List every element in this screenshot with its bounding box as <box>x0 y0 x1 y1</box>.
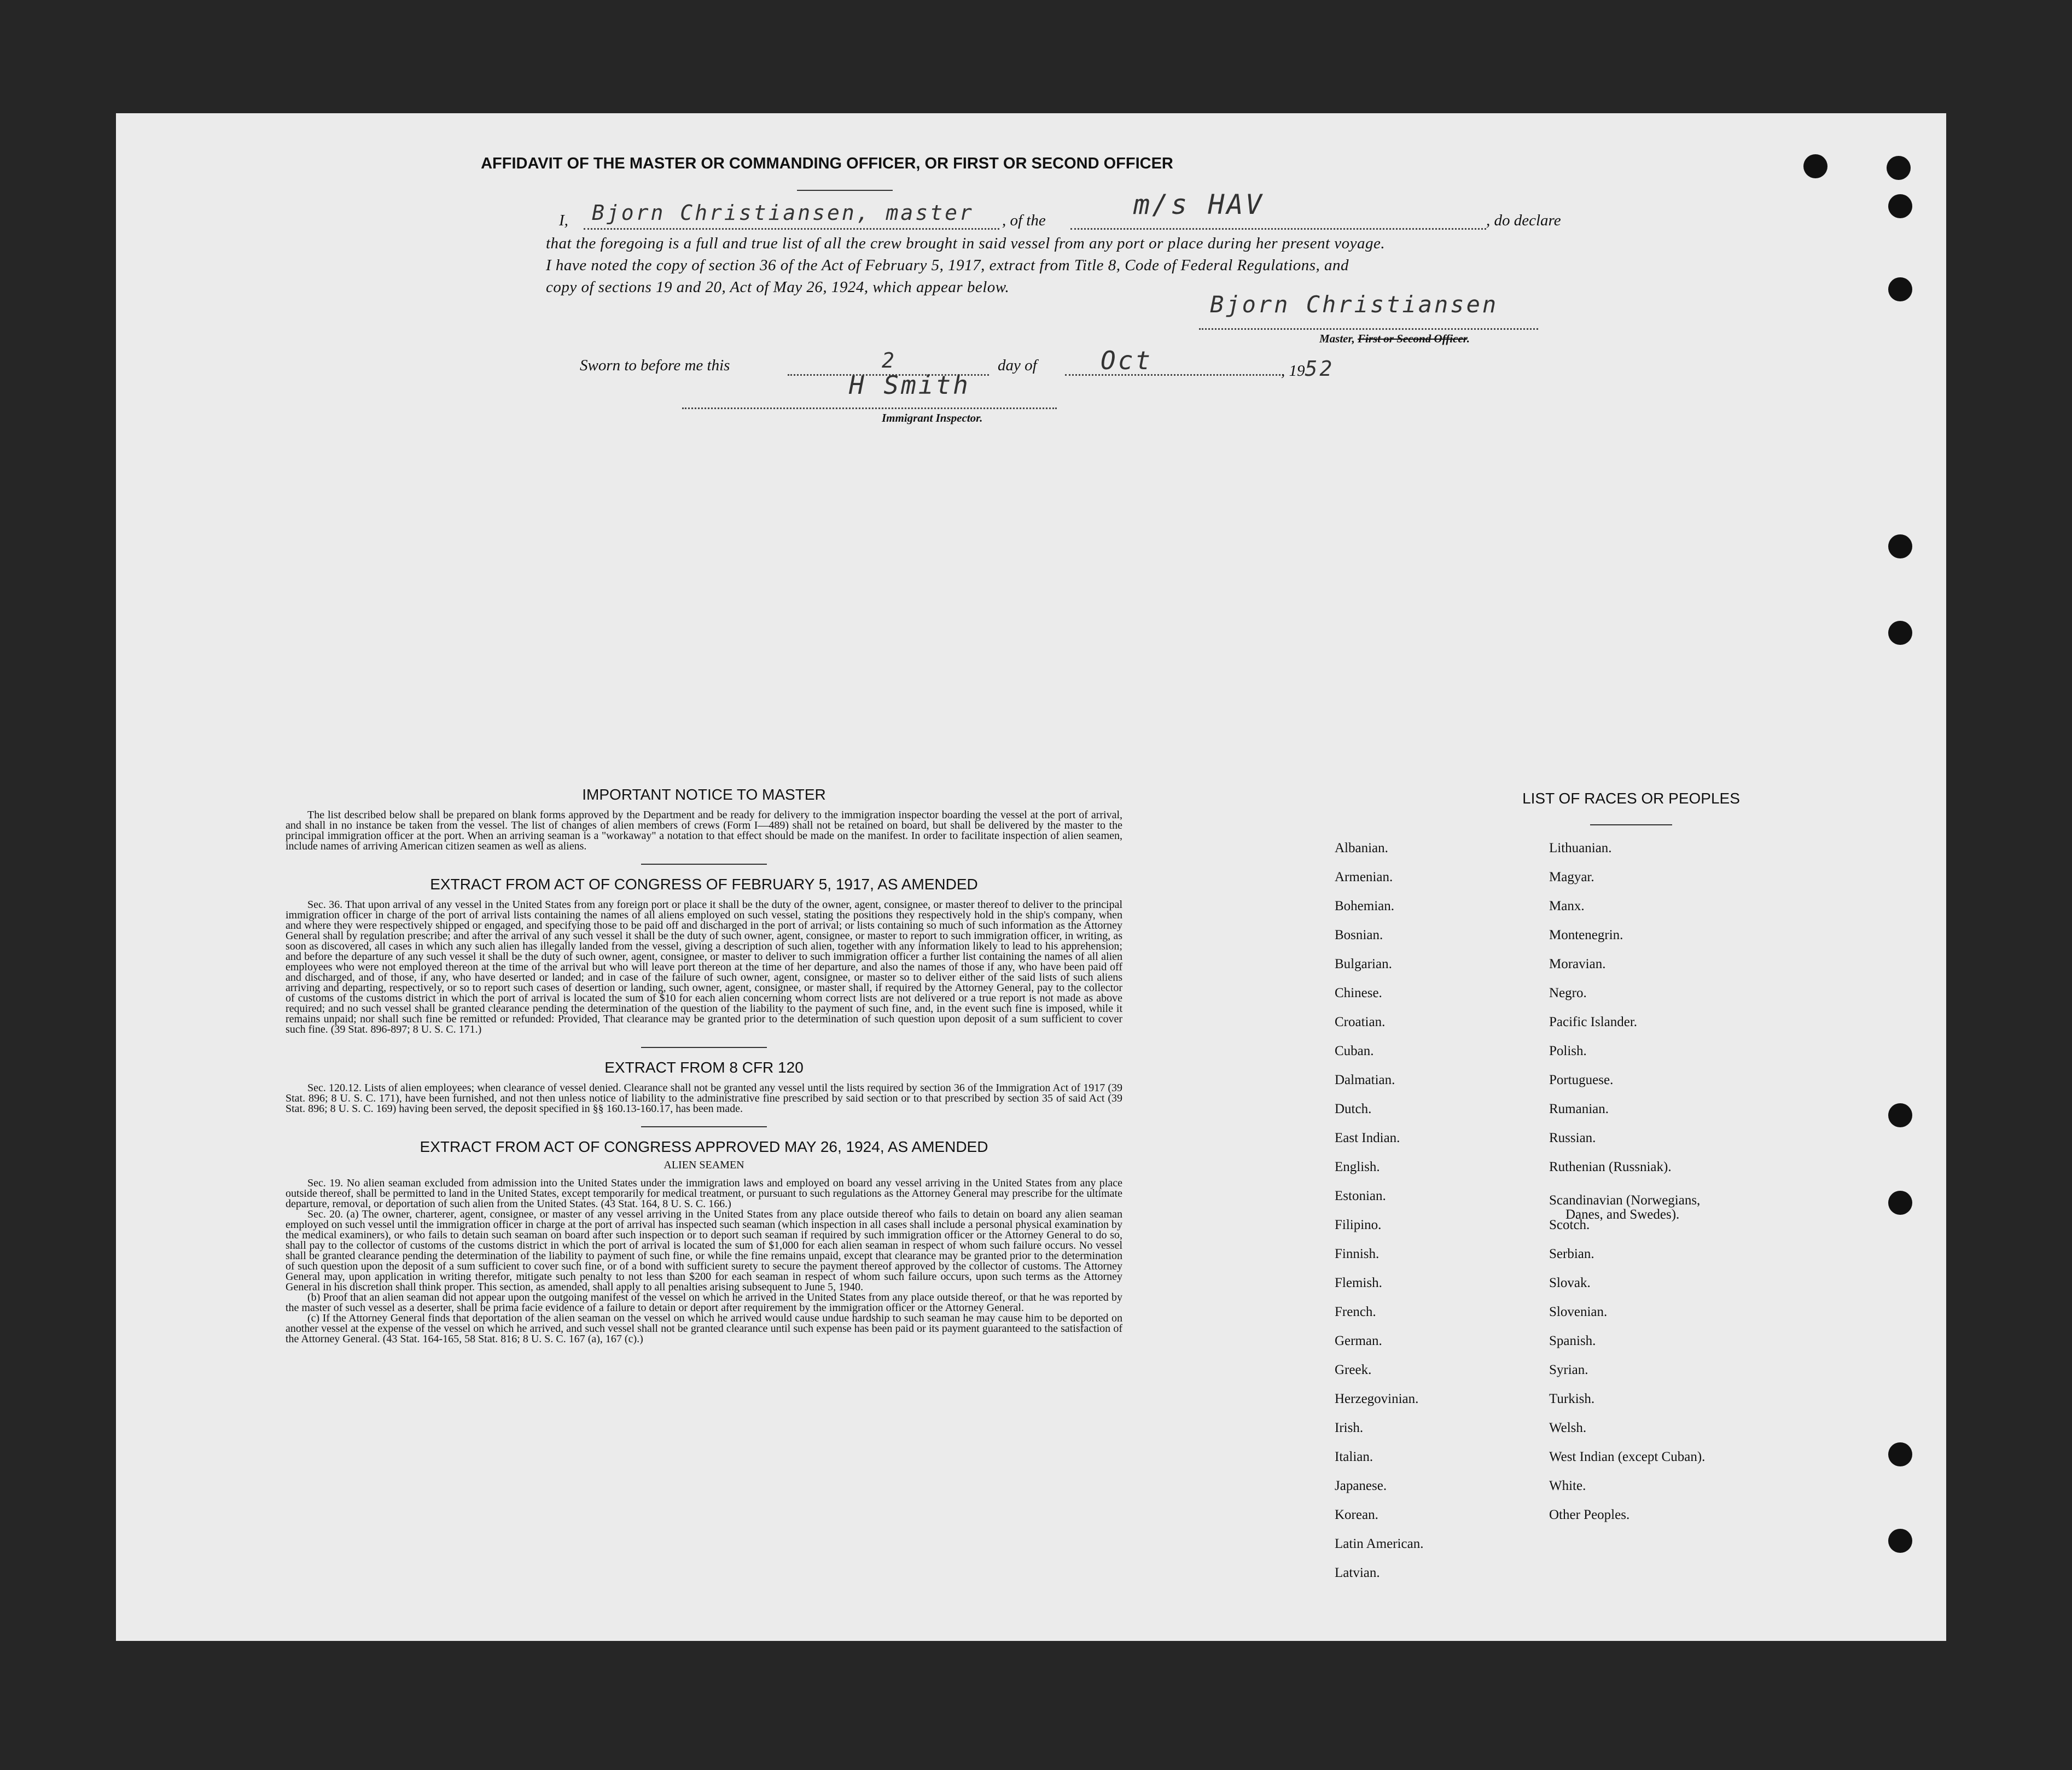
race-item: Estonian. <box>1335 1189 1386 1203</box>
divider <box>1590 824 1672 825</box>
race-item: Greek. <box>1335 1363 1372 1377</box>
year-prefix-text: , 19 <box>1281 362 1305 380</box>
race-item: Flemish. <box>1335 1276 1382 1290</box>
race-item: Herzegovinian. <box>1335 1391 1419 1406</box>
race-item: Latin American. <box>1335 1536 1424 1551</box>
race-item: Russian. <box>1549 1131 1596 1145</box>
signer-end: . <box>1466 332 1470 345</box>
race-item: Irish. <box>1335 1420 1364 1435</box>
punch-hole <box>1888 1529 1912 1553</box>
race-item: Italian. <box>1335 1449 1373 1464</box>
race-item: Dalmatian. <box>1335 1073 1395 1087</box>
race-item: Moravian. <box>1549 957 1606 971</box>
vessel-line <box>1070 228 1486 230</box>
year-suffix: 52 <box>1305 357 1335 381</box>
race-item: Scotch. <box>1549 1218 1590 1232</box>
punch-hole <box>1888 1191 1912 1215</box>
affidavit-i: I, <box>559 212 568 229</box>
punch-hole <box>1888 277 1912 301</box>
race-item: White. <box>1549 1478 1586 1493</box>
inspector-signature: H Smith <box>849 370 970 400</box>
race-item: Bohemian. <box>1335 899 1395 913</box>
signer-struck: First or Second Officer <box>1358 332 1467 345</box>
race-item: Dutch. <box>1335 1102 1372 1116</box>
day-of-label: day of <box>998 357 1037 374</box>
race-item: Bulgarian. <box>1335 957 1392 971</box>
document-page <box>116 113 1946 1641</box>
race-item: East Indian. <box>1335 1131 1400 1145</box>
race-item: Negro. <box>1549 986 1587 1000</box>
punch-hole <box>1888 621 1912 645</box>
extract-1924-sec20c: (c) If the Attorney General finds that deportation of the alien seaman on the vessel on which he arrived would cause undue hardship to such seaman he may cause him to be deported on another vessel at the expense of the vessel on which he arrived, and such vessel shall not be granted clearance until such expense has been paid or its payment guaranteed to the satisfaction of the Attorney General. (43 Stat. 164-165, 58 Stat. 816; 8 U. S. C. 167 (a), 167 (c).) <box>286 1312 1122 1345</box>
punch-hole <box>1888 194 1912 218</box>
affidavit-title: AFFIDAVIT OF THE MASTER OR COMMANDING OFFICER, OR FIRST OR SECOND OFFICER <box>481 155 1173 172</box>
extract-1924-title: EXTRACT FROM ACT OF CONGRESS APPROVED MAY 26, 1924, AS AMENDED <box>420 1138 988 1155</box>
affidavit-line-3: I have noted the copy of section 36 of the Act of February 5, 1917, extract from Title 8, Code of Federal Regulations, and <box>546 257 1349 274</box>
extract-8cfr-title: EXTRACT FROM 8 CFR 120 <box>604 1059 804 1076</box>
sworn-day: 2 <box>882 348 897 372</box>
race-item: Cuban. <box>1335 1044 1374 1058</box>
race-item: French. <box>1335 1305 1376 1319</box>
declare-label: , do declare <box>1486 212 1561 229</box>
race-item: Korean. <box>1335 1507 1378 1522</box>
race-item: Slovak. <box>1549 1276 1591 1290</box>
extract-1917-title: EXTRACT FROM ACT OF CONGRESS OF FEBRUARY 5, 1917, AS AMENDED <box>430 876 978 893</box>
divider <box>641 1126 767 1127</box>
race-item: English. <box>1335 1160 1380 1174</box>
punch-hole <box>1888 534 1912 558</box>
master-name: Bjorn Christiansen, master <box>592 201 974 225</box>
punch-hole <box>1888 1103 1912 1127</box>
affidavit-line-4: copy of sections 19 and 20, Act of May 26, 1924, which appear below. <box>546 278 1010 296</box>
year-prefix <box>1281 357 1334 381</box>
punch-hole <box>1888 1442 1912 1466</box>
punch-hole <box>1887 156 1911 180</box>
race-item: Danes, and Swedes). <box>1565 1207 1680 1222</box>
master-name-line <box>584 228 999 230</box>
race-item: Syrian. <box>1549 1363 1588 1377</box>
race-item: Serbian. <box>1549 1247 1594 1261</box>
extract-1924-sec19: Sec. 19. No alien seaman excluded from admission into the United States under the immigration laws and employed on board any vessel arriving in the United States from any place outside thereof, shall be permitted to land in the United States, except temporarily for medical treatment, or pursuant to such regulations as the Attorney General may prescribe for the ultimate departure, removal, or deportation of such alien from the United States. (43 Stat. 164, 8 U. S. C. 166.) <box>286 1177 1122 1210</box>
race-item: Chinese. <box>1335 986 1382 1000</box>
divider <box>641 1047 767 1048</box>
race-item: Pacific Islander. <box>1549 1015 1638 1029</box>
race-item: Lithuanian. <box>1549 841 1612 855</box>
race-item: Ruthenian (Russniak). <box>1549 1160 1672 1174</box>
race-item: Filipino. <box>1335 1218 1382 1232</box>
signature-line <box>1199 328 1538 330</box>
races-title: LIST OF RACES OR PEOPLES <box>1522 790 1740 807</box>
race-item: Croatian. <box>1335 1015 1386 1029</box>
race-item: Manx. <box>1549 899 1585 913</box>
race-item: Scandinavian (Norwegians, <box>1549 1193 1701 1208</box>
notice-title: IMPORTANT NOTICE TO MASTER <box>582 786 826 803</box>
inspector-line <box>682 407 1057 409</box>
race-item: German. <box>1335 1334 1382 1348</box>
race-item: Montenegrin. <box>1549 928 1623 942</box>
legal-column <box>286 786 1122 1344</box>
affidavit-line-2: that the foregoing is a full and true list of all the crew brought in said vessel from any port or place during her present voyage. <box>546 235 1386 252</box>
race-item: Armenian. <box>1335 870 1393 884</box>
divider <box>641 864 767 865</box>
race-item: Portuguese. <box>1549 1073 1614 1087</box>
race-item: Albanian. <box>1335 841 1388 855</box>
signer-title: Master, <box>1319 332 1358 345</box>
extract-8cfr-text: Sec. 120.12. Lists of alien employees; when clearance of vessel denied. Clearance shall not be granted any vessel until the lists required by section 36 of the Immigration Act of 1917 (39 Stat. 896; 8 U. S. C. 171), have been furnished, and not then unless notice of liability to the administrative fine prescribed by said section or to that prescribed by section 35 of said Act (39 Stat. 896; 8 U. S. C. 169) having been served, the deposit specified in §§ 160.13-160.17, has been made. <box>286 1082 1122 1115</box>
race-item: Bosnian. <box>1335 928 1383 942</box>
race-item: Other Peoples. <box>1549 1507 1630 1522</box>
race-item: Finnish. <box>1335 1247 1380 1261</box>
sworn-label: Sworn to before me this <box>580 357 730 374</box>
extract-1924-sec20b: (b) Proof that an alien seaman did not appear upon the outgoing manifest of the vessel on which he arrived in the United States from any place outside thereof, or that he was reported by the master of such vessel as a deserter, shall be prima facie evidence of a failure to detain or deport after requirement by the immigration officer or the Attorney General. <box>286 1291 1122 1314</box>
race-item: Slovenian. <box>1549 1305 1608 1319</box>
master-signature: Bjorn Christiansen <box>1210 291 1499 318</box>
race-item: Latvian. <box>1335 1565 1380 1580</box>
race-item: Japanese. <box>1335 1478 1387 1493</box>
race-item: Welsh. <box>1549 1420 1587 1435</box>
race-item: Turkish. <box>1549 1391 1595 1406</box>
race-item: Magyar. <box>1549 870 1594 884</box>
of-the-label: , of the <box>1002 212 1046 229</box>
race-item: Polish. <box>1549 1044 1587 1058</box>
vessel-name: m/s HAV <box>1133 189 1264 220</box>
inspector-label: Immigrant Inspector. <box>882 411 983 424</box>
race-item: Rumanian. <box>1549 1102 1609 1116</box>
signer-label <box>1319 332 1470 346</box>
sworn-month: Oct <box>1101 346 1153 375</box>
extract-1917-text: Sec. 36. That upon arrival of any vessel in the United States from any foreign port or place it shall be the duty of the owner, agent, consignee, or master thereof to deliver to the principal immigration officer in charge of the port of arrival lists containing the names of all aliens employed on such vessel, stating the positions they respectively hold in the ship's company, when and where they were respectively shipped or engaged, and specifying those to be paid off and discharged in the port of arrival; or lists containing so much of such information as the Attorney General shall by regulation prescribe; and after the arrival of any such vessel it shall be the duty of such owner, agent, consignee, or master to report to such immigration officer, in writing, as soon as discovered, all cases in which any such alien has illegally landed from the vessel, giving a description of such alien, together with any information likely to lead to his apprehension; and before the departure of any such vessel it shall be the duty of such owner, agent, consignee, or master to deliver to such immigration officer a further list containing the names of all alien employees who were not employed thereon at the time of the arrival but who will leave port thereon at the time of her departure, and also the names of those if any, who have been paid off and discharged, and of those, if any, who have deserted or landed; and in case of the failure of such owner, agent, consignee, or master so to deliver either of the said lists of such aliens arriving and departing, respectively, or so to report such cases of desertion or landing, such owner, agent, consignee, or master shall, if required by the Attorney General, pay to the collector of customs of the customs district in which the port of arrival is located the sum of $10 for each alien concerning whom correct lists are not delivered or a true report is not made as above required; and no such vessel shall be granted clearance pending the determination of the question of the liability to the payment of such fine, and, in the event such fine is imposed, while it remains unpaid; nor shall such fine be remitted or refunded: Provided, That clearance may be granted prior to the determination of such question upon deposit of a sum sufficient to cover such fine. (39 Stat. 896-897; 8 U. S. C. 171.) <box>286 899 1122 1035</box>
extract-1924-subtitle: ALIEN SEAMEN <box>663 1159 744 1171</box>
notice-text: The list described below shall be prepared on blank forms approved by the Department and be ready for delivery to the immigration inspector boarding the vessel at the port of arrival, and shall in no instance be taken from the vessel. The list of changes of alien members of crews (Form I—489) shall not be retained on board, but shall be delivered by the master to the principal immigration officer at the port. When an arriving seaman is a "workaway" a notation to that effect should be made on the manifest. In order to facilitate inspection of alien seamen, include names of arriving American citizen seamen as well as aliens. <box>286 809 1122 852</box>
sworn-month-line <box>1065 374 1284 376</box>
divider <box>797 190 893 191</box>
extract-1924-sec20a: Sec. 20. (a) The owner, charterer, agent, consignee, or master of any vessel arriving in the United States from any place outside thereof who fails to detain on board any alien seaman employed on such vessel until the immigration officer in charge at the port of arrival has inspected such seaman (which inspection in all cases shall include a personal physical examination by the medical examiners), or who fails to detain such seaman on board after such inspection or to deport such seaman if required by such immigration officer or the Attorney General to do so, shall pay to the collector of customs of the customs district in which the port of arrival is located the sum of $1,000 for each alien seaman in respect of whom such failure occurs. No vessel shall be granted clearance pending the determination of the liability to payment of such fine, or while the fine remains unpaid, except that clearance may be granted prior to the determination of such question upon the deposit of a sum sufficient to cover such fine, or of a bond with sufficient surety to secure the payment thereof approved by the collector of customs. The Attorney General may, upon application in writing therefor, mitigate such penalty to not less than $200 for each seaman in respect of whom such failure occurs, upon such terms as the Attorney General in his discretion shall think proper. This section, as amended, shall apply to all penalties arising subsequent to June 5, 1940. <box>286 1208 1122 1293</box>
race-item: Spanish. <box>1549 1334 1596 1348</box>
race-item: West Indian (except Cuban). <box>1549 1449 1706 1464</box>
punch-hole <box>1803 154 1827 178</box>
